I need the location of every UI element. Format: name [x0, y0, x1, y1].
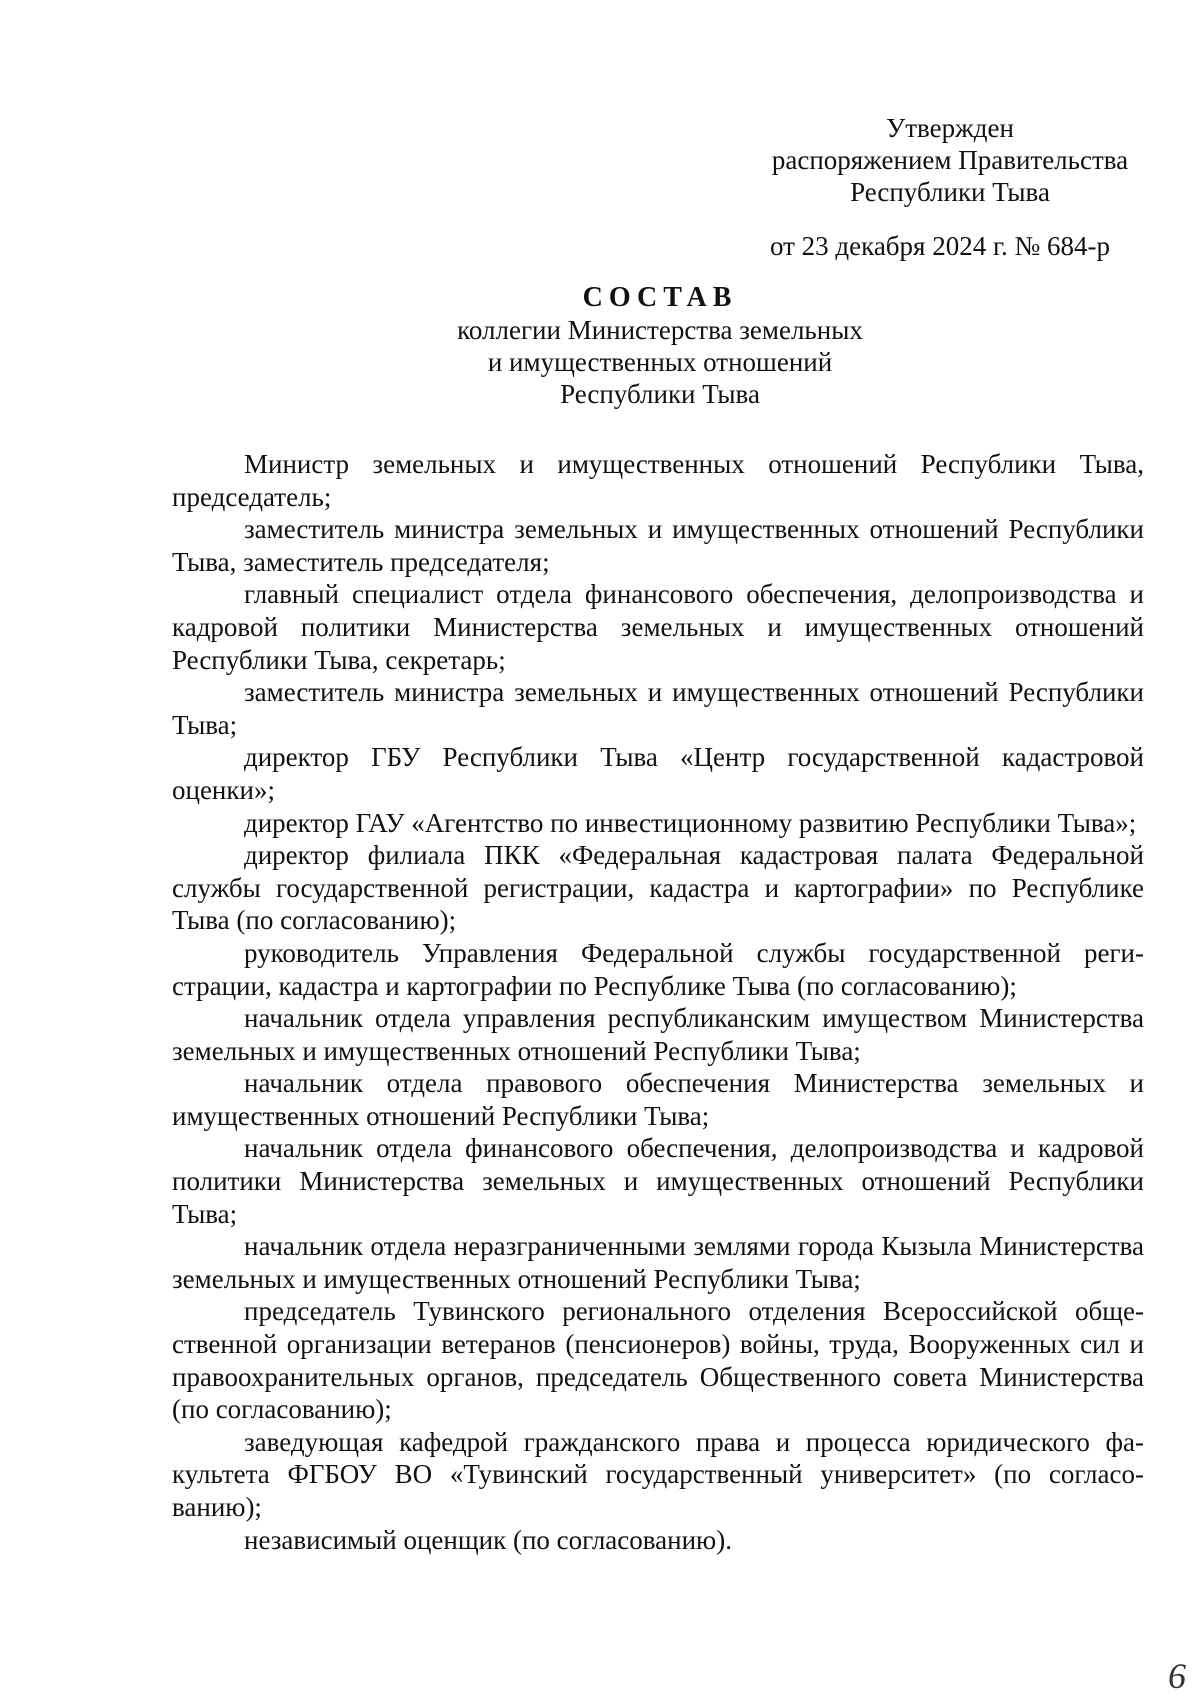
title-line-1: коллегии Министерства земельных	[457, 315, 863, 345]
approval-line-decree: распоряжением Правительства	[771, 145, 1129, 175]
member-item: директор ГБУ Республики Тыва «Центр государственной кадастровой оценки»;	[172, 742, 1144, 805]
member-item: начальник отдела управления республиканским имуществом Министерства земельных и имущественных отношений Республики Тыва;	[172, 1003, 1144, 1066]
member-item: независимый оценщик (по согласованию).	[244, 1524, 732, 1555]
approval-stamp	[750, 112, 1150, 262]
title-line-2: и имущественных отношений	[487, 347, 833, 377]
member-item: заведующая кафедрой гражданского права и процесса юридического факультета ФГБОУ ВО «Тувинский государственный университет» (по согласованию);	[172, 1426, 1144, 1522]
member-item: заместитель министра земельных и имущественных отношений Республики Тыва;	[172, 677, 1144, 740]
member-item: главный специалист отдела финансового обеспечения, делопроизводства и кадровой политики Министерства земельных и имущественных отношений Республики Тыва, секретарь;	[172, 579, 1144, 675]
member-item: заместитель министра земельных и имущественных отношений Республики Тыва, заместитель председателя;	[172, 514, 1144, 577]
approval-line-republic: Республики Тыва	[850, 177, 1050, 207]
members-list	[172, 448, 1144, 1556]
member-item: руководитель Управления Федеральной службы государственной регистрации, кадастра и картографии по Республике Тыва (по согласованию);	[172, 937, 1144, 1001]
member-item: начальник отдела финансового обеспечения, делопроизводства и кадровой политики Министерства земельных и имущественных отношений Республики Тыва;	[172, 1133, 1144, 1229]
title-heading: СОСТАВ	[582, 282, 738, 313]
title-line-3: Республики Тыва	[560, 379, 760, 409]
member-item: начальник отдела правового обеспечения Министерства земельных и имущественных отношений Республики Тыва;	[172, 1068, 1144, 1131]
member-item: председатель Тувинского регионального отделения Всероссийской общественной организации ветеранов (пенсионеров) войны, труда, Вооруженных сил и правоохранительных органов, председатель Общественного совета Министерства (по согласованию);	[172, 1296, 1144, 1425]
member-item: начальник отдела неразграниченными землями города Кызыла Министерства земельных и имущественных отношений Республики Тыва;	[172, 1231, 1144, 1294]
member-item: директор филиала ПКК «Федеральная кадастровая палата Федеральной службы государственной регистрации, кадастра и картографии» по Республике Тыва (по согласованию);	[172, 840, 1144, 936]
document-title	[0, 282, 1200, 410]
member-item: директор ГАУ «Агентство по инвестиционному развитию Республики Тыва»;	[244, 807, 1137, 838]
approval-line-approved: Утвержден	[886, 113, 1014, 143]
page-corner-mark: 6	[1168, 1656, 1186, 1696]
approval-date: от 23 декабря 2024 г. № 684-р	[769, 231, 1110, 261]
member-item: Министр земельных и имущественных отношений Республики Тыва, председатель;	[172, 449, 1144, 512]
